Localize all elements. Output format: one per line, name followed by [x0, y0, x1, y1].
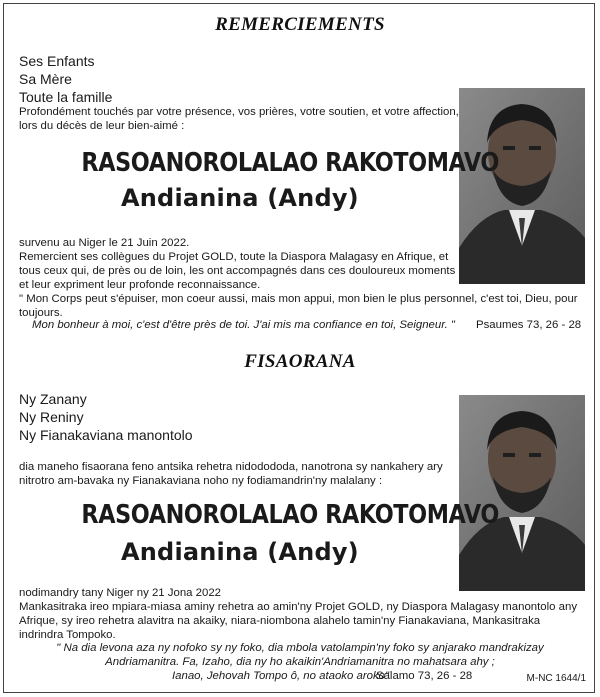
- portrait-image: [459, 88, 585, 284]
- family-line: Sa Mère: [19, 71, 72, 87]
- notice-reference: M-NC 1644/1: [526, 673, 586, 684]
- quote-italic-fr: Mon bonheur à moi, c'est d'être près de toi. J'ai mis ma confiance en toi, Seigneur. ": [32, 319, 455, 331]
- family-list-mg: [19, 390, 193, 444]
- death-notice-fr: survenu au Niger le 21 Juin 2022.: [19, 237, 190, 249]
- deceased-firstname: Andianina (Andy): [121, 184, 359, 212]
- deceased-firstname: Andianina (Andy): [121, 538, 359, 566]
- psalm-reference-mg: Salamo 73, 26 - 28: [376, 670, 473, 682]
- psalm-reference-fr: Psaumes 73, 26 - 28: [476, 319, 582, 331]
- family-line: Toute la famille: [19, 89, 113, 105]
- quote-line: " Na dia levona aza ny nofoko sy ny foko, dia mbola vatolampin'ny foko sy anjarako mandrakizay: [56, 642, 544, 654]
- family-line: Ses Enfants: [19, 53, 95, 69]
- death-notice-mg: nodimandry tany Niger ny 21 Jona 2022: [19, 587, 221, 599]
- portrait-photo: [459, 88, 585, 284]
- family-line: Ny Zanany: [19, 391, 87, 407]
- deceased-surname: RASOANOROLALAO RAKOTOMAVO: [81, 148, 499, 178]
- intro-text-fr: Profondément touchés par votre présence, vos prières, votre soutien, et votre affection, lors du décès de leur bien-aimé :: [19, 106, 459, 132]
- portrait-image: [459, 395, 585, 591]
- family-list-fr: [19, 52, 112, 106]
- family-line: Ny Fianakaviana manontolo: [19, 427, 193, 443]
- quote-line: Andriamanitra. Fa, Izaho, dia ny ho akaikin'Andriamanitra no mahatsara ahy ;: [105, 656, 495, 668]
- thanks-text-mg: Mankasitraka ireo mpiara-miasa aminy rehetra ao amin'ny Projet GOLD, ny Diaspora Malagasy manontolo any Afrique, sy ireo rehetra alavitra na akaiky, niara-niombona alahelo tamin'ny Fianakaviana, Mankasitraka indrindra Tompoko.: [19, 601, 578, 641]
- deceased-surname: RASOANOROLALAO RAKOTOMAVO: [81, 500, 499, 530]
- intro-text-mg: dia maneho fisaorana feno antsika rehetra nidodododa, nanotrona sy nankahery ary nitrotro am-bavaka ny Fianakaviana noho ny fodiamandrin'ny malalany :: [19, 461, 443, 487]
- quote-line: Ianao, Jehovah Tompo ô, no ataoko aroko": [172, 670, 390, 682]
- family-line: Ny Reniny: [19, 409, 84, 425]
- quote-text-fr: " Mon Corps peut s'épuiser, mon coeur aussi, mais mon appui, mon bien le plus personnel, c'est toi, Dieu, pour toujours.: [19, 293, 578, 319]
- thanks-text-fr: Remercient ses collègues du Projet GOLD, toute la Diaspora Malagasy en Afrique, et tous ceux qui, de près ou de loin, les ont accompagnés dans ces douloureux moments et leur expriment leur profonde reconnaissance.: [19, 251, 456, 291]
- section-title-fisaorana: FISAORANA: [244, 351, 356, 372]
- section-title-remerciements: REMERCIEMENTS: [215, 14, 385, 35]
- portrait-photo: [459, 395, 585, 591]
